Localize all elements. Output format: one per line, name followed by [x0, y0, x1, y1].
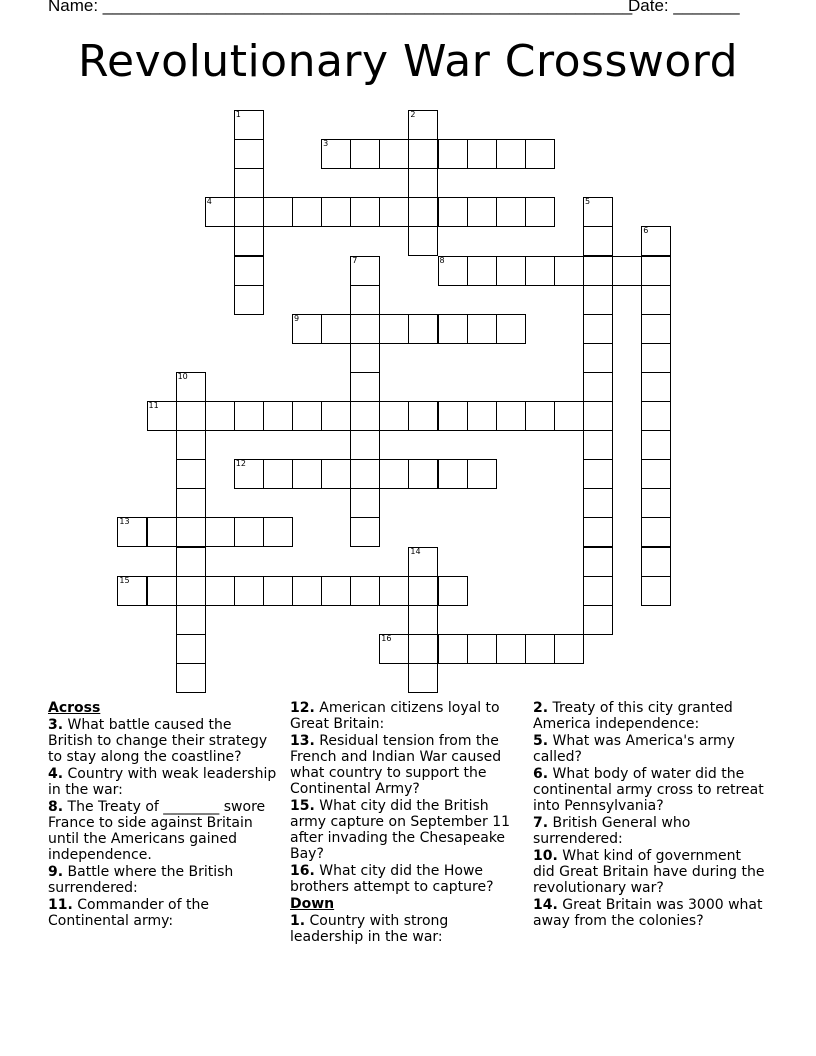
- grid-cell[interactable]: [554, 634, 584, 664]
- grid-cell[interactable]: [350, 401, 380, 431]
- clue-across-8: [48, 799, 280, 863]
- grid-cell[interactable]: [292, 401, 322, 431]
- clues-column-1: [48, 700, 280, 930]
- grid-cell[interactable]: [408, 663, 438, 693]
- grid-cell[interactable]: [641, 256, 671, 286]
- clue-number: 5.: [533, 733, 549, 749]
- grid-cell[interactable]: [350, 343, 380, 373]
- grid-cell[interactable]: [583, 605, 613, 635]
- cell-number: 9: [294, 313, 300, 323]
- grid-cell[interactable]: [583, 517, 613, 547]
- grid-cell[interactable]: [350, 197, 380, 227]
- clue-text: Country with weak leadership in the war:: [48, 766, 277, 798]
- grid-cell[interactable]: [321, 576, 351, 606]
- grid-cell[interactable]: [379, 314, 409, 344]
- grid-cell[interactable]: [379, 139, 409, 169]
- clue-text: Great Britain was 3000 what away from the colonies?: [533, 897, 763, 929]
- grid-cell[interactable]: [263, 459, 293, 489]
- grid-cell[interactable]: [641, 576, 671, 606]
- cell-number: 1: [235, 110, 241, 119]
- grid-cell[interactable]: [496, 401, 526, 431]
- grid-cell[interactable]: [350, 430, 380, 460]
- grid-cell[interactable]: [583, 226, 613, 256]
- grid-cell[interactable]: [583, 547, 613, 577]
- clue-number: 3.: [48, 717, 64, 733]
- clue-across-12: [290, 700, 522, 732]
- grid-cell[interactable]: [583, 314, 613, 344]
- grid-cell[interactable]: [467, 256, 497, 286]
- clue-text: What kind of government did Great Britain have during the revolutionary war?: [533, 848, 765, 896]
- grid-cell[interactable]: [176, 488, 206, 518]
- grid-cell[interactable]: [234, 517, 264, 547]
- grid-cell[interactable]: [234, 401, 264, 431]
- grid-cell[interactable]: [408, 547, 438, 577]
- grid-cell[interactable]: [408, 139, 438, 169]
- grid-cell[interactable]: [292, 314, 322, 344]
- clue-text: What battle caused the British to change their strategy to stay along the coastline?: [48, 717, 268, 765]
- date-label: Date:: [628, 0, 674, 15]
- grid-cell[interactable]: [438, 314, 468, 344]
- grid-cell[interactable]: [525, 256, 555, 286]
- grid-cell[interactable]: [350, 488, 380, 518]
- grid-cell[interactable]: [176, 663, 206, 693]
- grid-cell[interactable]: [525, 634, 555, 664]
- clues-column-2: [290, 700, 522, 946]
- grid-cell[interactable]: [583, 285, 613, 315]
- clue-across-3: [48, 717, 280, 765]
- clue-down-1: [290, 913, 522, 945]
- grid-cell[interactable]: [641, 285, 671, 315]
- grid-cell[interactable]: [525, 139, 555, 169]
- grid-cell[interactable]: [205, 197, 235, 227]
- grid-cell[interactable]: [117, 576, 147, 606]
- clue-text: Commander of the Continental army:: [48, 897, 209, 929]
- page-title: Revolutionary War Crossword: [77, 36, 739, 87]
- grid-cell[interactable]: [350, 314, 380, 344]
- grid-cell[interactable]: [467, 139, 497, 169]
- grid-cell[interactable]: [408, 605, 438, 635]
- grid-cell[interactable]: [496, 197, 526, 227]
- clue-number: 8.: [48, 799, 64, 815]
- grid-cell[interactable]: [583, 459, 613, 489]
- clue-number: 14.: [533, 897, 558, 913]
- grid-cell[interactable]: [234, 256, 264, 286]
- clue-number: 11.: [48, 897, 73, 913]
- cell-number: 13: [119, 517, 130, 527]
- grid-cell[interactable]: [408, 197, 438, 227]
- grid-cell[interactable]: [321, 197, 351, 227]
- clue-number: 12.: [290, 700, 315, 716]
- clue-number: 6.: [533, 766, 549, 782]
- grid-cell[interactable]: [350, 576, 380, 606]
- grid-cell[interactable]: [263, 517, 293, 547]
- grid-cell[interactable]: [641, 459, 671, 489]
- grid-cell[interactable]: [234, 139, 264, 169]
- name-blank: ________________________________________________________: [102, 0, 633, 15]
- grid-cell[interactable]: [205, 517, 235, 547]
- grid-cell[interactable]: [350, 517, 380, 547]
- clue-number: 16.: [290, 863, 315, 879]
- clue-number: 13.: [290, 733, 315, 749]
- grid-cell[interactable]: [350, 459, 380, 489]
- clues-column-3: [533, 700, 765, 930]
- grid-cell[interactable]: [583, 430, 613, 460]
- clue-text: What was America's army called?: [533, 733, 735, 765]
- grid-cell[interactable]: [292, 576, 322, 606]
- clue-number: 15.: [290, 798, 315, 814]
- clue-across-15: [290, 798, 522, 862]
- grid-cell[interactable]: [176, 372, 206, 402]
- clue-across-16: [290, 863, 522, 895]
- clue-across-9: [48, 864, 280, 896]
- grid-cell[interactable]: [205, 401, 235, 431]
- grid-cell[interactable]: [438, 401, 468, 431]
- grid-cell[interactable]: [467, 314, 497, 344]
- clue-down-7: [533, 815, 765, 847]
- grid-cell[interactable]: [496, 634, 526, 664]
- grid-cell[interactable]: [467, 634, 497, 664]
- cell-number: 15: [119, 575, 130, 585]
- grid-cell[interactable]: [379, 634, 409, 664]
- grid-cell[interactable]: [234, 226, 264, 256]
- clue-down-14: [533, 897, 765, 929]
- clue-text: Treaty of this city granted America independence:: [533, 700, 733, 732]
- cell-number: 5: [585, 197, 591, 207]
- grid-cell[interactable]: [408, 226, 438, 256]
- grid-cell[interactable]: [408, 110, 438, 140]
- clue-across-4: [48, 766, 280, 798]
- clue-number: 9.: [48, 864, 64, 880]
- grid-cell[interactable]: [176, 547, 206, 577]
- grid-cell[interactable]: [438, 576, 468, 606]
- cell-number: 2: [410, 110, 416, 119]
- grid-cell[interactable]: [496, 314, 526, 344]
- grid-cell[interactable]: [176, 576, 206, 606]
- grid-cell[interactable]: [583, 256, 613, 286]
- cell-number: 16: [381, 633, 392, 643]
- clue-number: 7.: [533, 815, 549, 831]
- cell-number: 6: [643, 226, 649, 236]
- grid-cell[interactable]: [321, 314, 351, 344]
- cell-number: 7: [352, 255, 358, 265]
- grid-cell[interactable]: [321, 139, 351, 169]
- grid-cell[interactable]: [176, 517, 206, 547]
- clue-text: What city did the Howe brothers attempt to capture?: [290, 863, 494, 895]
- grid-cell[interactable]: [496, 256, 526, 286]
- clue-down-6: [533, 766, 765, 814]
- clue-text: Battle where the British surrendered:: [48, 864, 234, 896]
- grid-cell[interactable]: [467, 197, 497, 227]
- cell-number: 10: [177, 371, 188, 381]
- grid-cell[interactable]: [583, 401, 613, 431]
- grid-cell[interactable]: [583, 576, 613, 606]
- grid-cell[interactable]: [583, 488, 613, 518]
- clue-text: American citizens loyal to Great Britain:: [290, 700, 500, 732]
- grid-cell[interactable]: [641, 430, 671, 460]
- grid-cell[interactable]: [438, 459, 468, 489]
- clue-text: The Treaty of ________ swore France to side against Britain until the Americans gained independence.: [48, 799, 266, 863]
- grid-cell[interactable]: [612, 256, 642, 286]
- grid-cell[interactable]: [234, 285, 264, 315]
- grid-cell[interactable]: [438, 256, 468, 286]
- grid-cell[interactable]: [350, 139, 380, 169]
- grid-cell[interactable]: [176, 430, 206, 460]
- grid-cell[interactable]: [408, 168, 438, 198]
- grid-cell[interactable]: [379, 401, 409, 431]
- grid-cell[interactable]: [583, 343, 613, 373]
- grid-cell[interactable]: [641, 343, 671, 373]
- grid-cell[interactable]: [379, 459, 409, 489]
- grid-cell[interactable]: [147, 517, 177, 547]
- grid-cell[interactable]: [176, 459, 206, 489]
- clue-number: 10.: [533, 848, 558, 864]
- grid-cell[interactable]: [525, 401, 555, 431]
- date-blank: _______: [673, 0, 740, 15]
- grid-cell[interactable]: [350, 372, 380, 402]
- clue-text: Residual tension from the French and Indian War caused what country to support the Continental Army?: [290, 733, 502, 797]
- grid-cell[interactable]: [641, 488, 671, 518]
- grid-cell[interactable]: [292, 197, 322, 227]
- name-label: Name:: [48, 0, 103, 15]
- cell-number: 4: [206, 197, 212, 207]
- cell-number: 8: [439, 255, 445, 265]
- grid-cell[interactable]: [641, 401, 671, 431]
- clue-down-5: [533, 733, 765, 765]
- grid-cell[interactable]: [467, 401, 497, 431]
- grid-cell[interactable]: [641, 314, 671, 344]
- grid-cell[interactable]: [350, 285, 380, 315]
- grid-cell[interactable]: [263, 576, 293, 606]
- grid-cell[interactable]: [147, 576, 177, 606]
- clue-down-2: [533, 700, 765, 732]
- grid-cell[interactable]: [176, 634, 206, 664]
- grid-cell[interactable]: [438, 139, 468, 169]
- grid-cell[interactable]: [234, 110, 264, 140]
- grid-cell[interactable]: [350, 256, 380, 286]
- grid-cell[interactable]: [234, 459, 264, 489]
- grid-cell[interactable]: [176, 401, 206, 431]
- grid-cell[interactable]: [583, 197, 613, 227]
- clue-number: 2.: [533, 700, 549, 716]
- cell-number: 12: [235, 459, 246, 469]
- cell-number: 11: [148, 401, 159, 410]
- grid-cell[interactable]: [263, 197, 293, 227]
- grid-cell[interactable]: [554, 401, 584, 431]
- clue-across-11: [48, 897, 280, 929]
- grid-cell[interactable]: [234, 168, 264, 198]
- cell-number: 14: [410, 546, 421, 556]
- across-heading: Across: [48, 700, 101, 716]
- grid-cell[interactable]: [641, 226, 671, 256]
- grid-cell[interactable]: [321, 459, 351, 489]
- grid-cell[interactable]: [408, 314, 438, 344]
- grid-cell[interactable]: [408, 634, 438, 664]
- grid-cell[interactable]: [147, 401, 177, 431]
- grid-cell[interactable]: [379, 576, 409, 606]
- grid-cell[interactable]: [321, 401, 351, 431]
- grid-cell[interactable]: [263, 401, 293, 431]
- cell-number: 3: [323, 139, 329, 149]
- grid-cell[interactable]: [408, 401, 438, 431]
- grid-cell[interactable]: [379, 197, 409, 227]
- grid-cell[interactable]: [408, 459, 438, 489]
- grid-cell[interactable]: [496, 139, 526, 169]
- grid-cell[interactable]: [641, 517, 671, 547]
- clue-across-13: [290, 733, 522, 797]
- grid-cell[interactable]: [438, 197, 468, 227]
- clue-text: British General who surrendered:: [533, 815, 691, 847]
- clue-down-10: [533, 848, 765, 896]
- clue-number: 1.: [290, 913, 306, 929]
- grid-cell[interactable]: [234, 576, 264, 606]
- grid-cell[interactable]: [117, 517, 147, 547]
- grid-cell[interactable]: [234, 197, 264, 227]
- grid-cell[interactable]: [438, 634, 468, 664]
- grid-cell[interactable]: [467, 459, 497, 489]
- grid-cell[interactable]: [205, 576, 235, 606]
- grid-cell[interactable]: [408, 576, 438, 606]
- clue-text: Country with strong leadership in the war:: [290, 913, 449, 945]
- grid-cell[interactable]: [641, 547, 671, 577]
- clue-text: What body of water did the continental army cross to retreat into Pennsylvania?: [533, 766, 764, 814]
- grid-cell[interactable]: [292, 459, 322, 489]
- grid-cell[interactable]: [583, 372, 613, 402]
- down-heading: Down: [290, 896, 335, 912]
- grid-cell[interactable]: [641, 372, 671, 402]
- grid-cell[interactable]: [525, 197, 555, 227]
- grid-cell[interactable]: [554, 256, 584, 286]
- clue-text: What city did the British army capture on September 11 after invading the Chesapeake Bay?: [290, 798, 511, 862]
- clue-number: 4.: [48, 766, 64, 782]
- grid-cell[interactable]: [176, 605, 206, 635]
